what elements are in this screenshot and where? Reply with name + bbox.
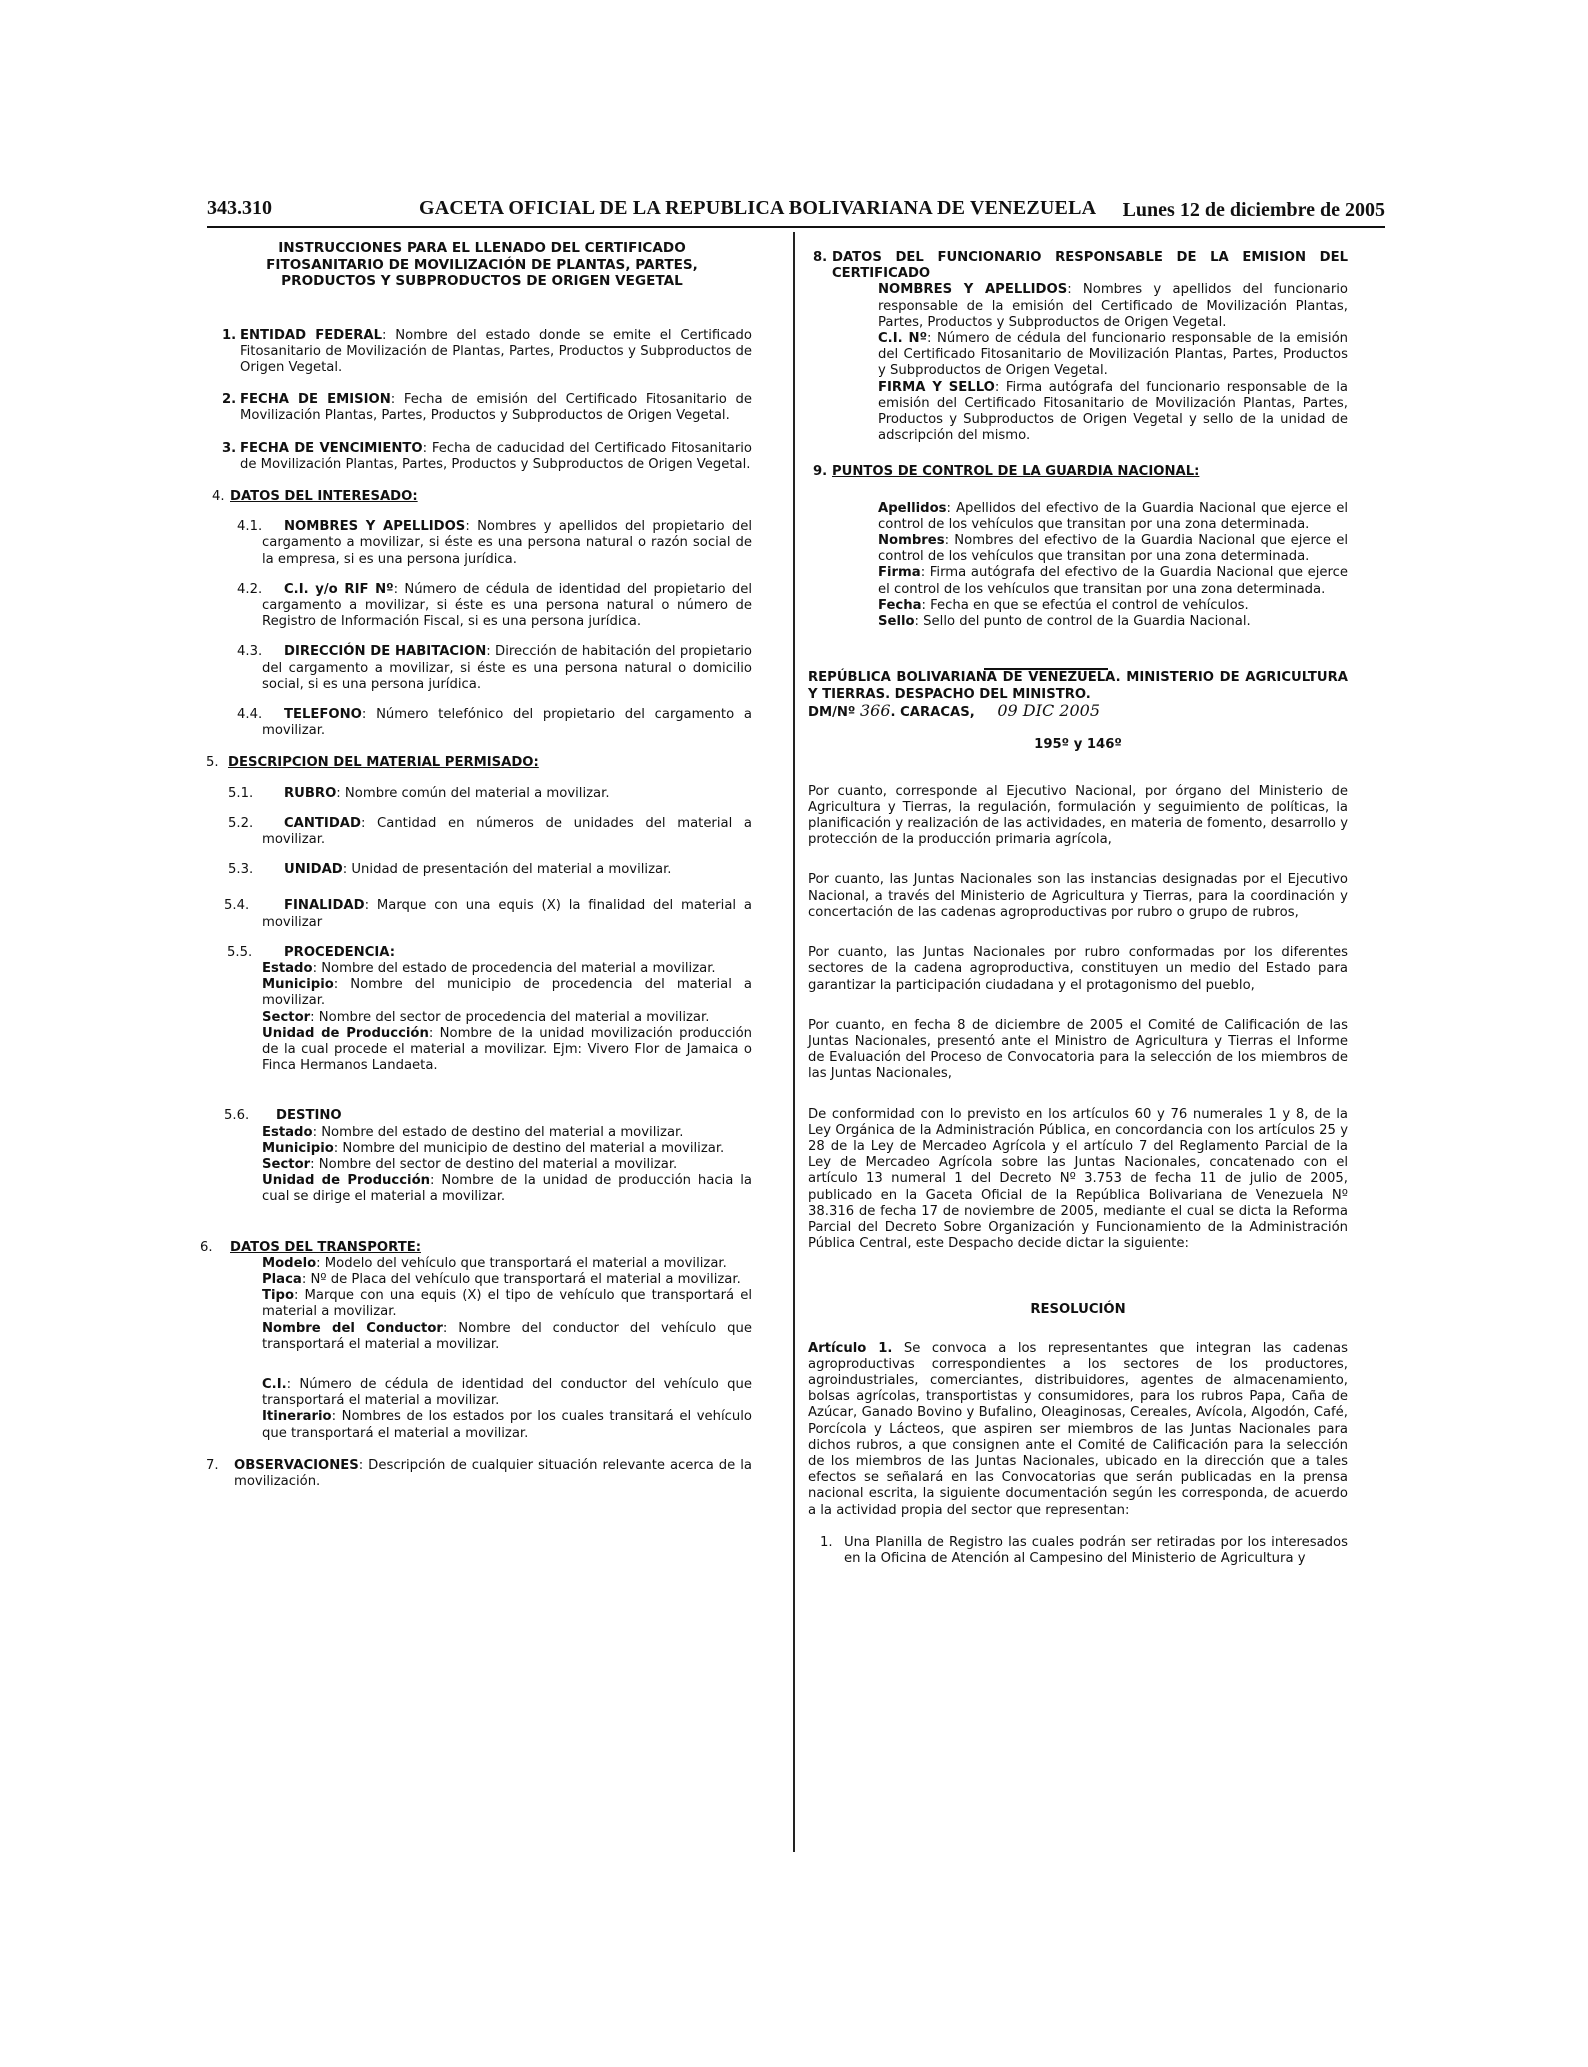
- article-text: Se convoca a los representantes que integran las cadenas agroproductivas correspondientes a los sectores de los productores, agroindustriales, comerciantes, distribuidores, agentes de almacenamiento, bolsas agrícolas, transportistas y consumidores, para los rubros Papa, Caña de Azúcar, Ganado Bovino y Bufalino, Oleaginosas, Cereales, Avícola, Algodón, Café, Porcícola y Lácteos, que aspiren ser miembros de las Juntas Nacionales para dichos rubros, a que consignen ante el Comité de Calificación para la selección de los miembros de las Juntas Nacionales, ubicado en la dirección que a tales efectos se señalará en las Convocatorias que serán publicadas en la prensa nacional escrita, la siguiente documentación según les corresponda, de acuerdo a la actividad propia del sector que representan:: [808, 1340, 1348, 1518]
- field-desc: [212, 1288, 752, 1320]
- field-label: Municipio: [262, 977, 334, 993]
- field-label: Sello: [878, 614, 915, 630]
- field-desc: [212, 1173, 752, 1205]
- section-label: DATOS DEL INTERESADO:: [230, 488, 418, 504]
- resolution-title: RESOLUCIÓN: [1030, 1302, 1126, 1318]
- subitem: [212, 786, 752, 802]
- dm-date: 09 DIC 2005: [997, 701, 1100, 721]
- section-desc: : Descripción de cualquier situación relevante acerca de la movilización.: [234, 1457, 752, 1490]
- section-number: 5.: [206, 755, 219, 771]
- subitem-label: RUBRO: [284, 785, 337, 801]
- subitem-desc: : Nombre común del material a movilizar.: [336, 785, 610, 801]
- instructions-heading: INSTRUCCIONES PARA EL LLENADO DEL CERTIFICADO FITOSANITARIO DE MOVILIZACIÓN DE PLANTAS, PARTES, PRODUCTOS Y SUBPRODUCTOS DE ORIGEN VEGETAL: [266, 240, 698, 289]
- subitem-label: PROCEDENCIA:: [284, 944, 396, 960]
- item-number: 3.: [222, 440, 237, 456]
- field-label: Placa: [262, 1272, 302, 1288]
- section-8: [808, 250, 1348, 282]
- subitem-label: CANTIDAD: [284, 815, 361, 831]
- section-number: 8.: [813, 250, 828, 265]
- resolution-years: 195º y 146º: [1034, 737, 1122, 753]
- subitem-text: [262, 786, 752, 802]
- subitem-number: 4.2.: [237, 581, 263, 597]
- field-desc: [212, 1321, 752, 1353]
- section-number: 9.: [813, 464, 828, 480]
- list-number: 1.: [820, 1534, 833, 1550]
- subitem-text: [262, 582, 752, 631]
- section-number: 4.: [212, 488, 225, 504]
- whereas-paragraph: Por cuanto, en fecha 8 de diciembre de 2005 el Comité de Calificación de las Juntas Nacionales, presentó ante el Ministro de Agricultura y Tierras el Informe de Evaluación del Proceso de Convocatoria para la selección de los miembros de las Juntas Nacionales,: [808, 1017, 1348, 1082]
- subitem-number: 5.4.: [224, 898, 250, 914]
- field-desc: [212, 1125, 752, 1141]
- item-number: 1.: [222, 327, 237, 343]
- subitem-number: 4.1.: [237, 519, 263, 535]
- field-label: Unidad de Producción: [262, 1173, 431, 1189]
- subitem-label: NOMBRES Y APELLIDOS: [284, 519, 466, 535]
- field-text: : Nombres del efectivo de la Guardia Nacional que ejerce el control de los vehículos que transitan por una zona determinada.: [878, 533, 1348, 565]
- subitem-text: [262, 898, 752, 930]
- issue-date: Lunes 12 de diciembre de 2005: [1122, 199, 1385, 221]
- field-label: Modelo: [262, 1255, 317, 1271]
- field-desc: [212, 1141, 752, 1157]
- subitem-label: DESTINO: [276, 1108, 342, 1124]
- page-header: [207, 197, 1385, 227]
- field-text: : Nombres y apellidos del funcionario responsable de la emisión del Certificado de Movilización Plantas, Partes, Productos y Subproductos de Origen Vegetal.: [878, 282, 1348, 330]
- field-desc: [808, 282, 1348, 331]
- subitem-procedencia: [212, 945, 752, 961]
- field-text: : Nombre del municipio de destino del material a movilizar.: [333, 1140, 725, 1156]
- item-desc: : Fecha de caducidad del Certificado Fitosanitario de Movilización Plantas, Partes, Productos y Subproductos de Origen Vegetal.: [240, 440, 752, 472]
- field-label: C.I.: [262, 1377, 287, 1393]
- subitem-desc: : Cantidad en números de unidades del material a movilizar.: [262, 815, 752, 847]
- field-text: : Nº de Placa del vehículo que transportará el material a movilizar.: [301, 1272, 741, 1288]
- field-desc: [212, 1377, 752, 1409]
- page-number: 343.310: [207, 197, 272, 219]
- section-label: DESCRIPCION DEL MATERIAL PERMISADO:: [228, 755, 539, 771]
- subitem-desc: : Marque con una equis (X) la finalidad del material a movilizar: [262, 898, 752, 930]
- subitem: [212, 862, 752, 878]
- field-label: Firma: [878, 565, 921, 581]
- section-label: PUNTOS DE CONTROL DE LA GUARDIA NACIONAL:: [832, 464, 1200, 480]
- section-9: [808, 464, 1348, 480]
- field-text: : Nombre de la unidad de producción hacia la cual se dirige el material a movilizar.: [262, 1173, 752, 1205]
- section-5: [206, 755, 752, 771]
- field-text: : Nombre del conductor del vehículo que transportará el material a movilizar.: [262, 1320, 752, 1352]
- subitem-text: [262, 644, 752, 693]
- header-rule: [207, 226, 1385, 228]
- field-text: : Nombre del sector de procedencia del material a movilizar.: [310, 1009, 710, 1025]
- article-label: Artículo 1.: [808, 1340, 893, 1356]
- subitem-text: [262, 707, 752, 739]
- field-text: : Sello del punto de control de la Guardia Nacional.: [914, 614, 1251, 630]
- subitem-text: [262, 816, 752, 848]
- field-desc: [808, 565, 1348, 597]
- subitem-label: C.I. y/o RIF Nº: [284, 581, 394, 597]
- field-text: : Nombre del municipio de procedencia del material a movilizar.: [262, 977, 752, 1009]
- field-text: : Número de cédula de identidad del conductor del vehículo que transportará el material a movilizar.: [262, 1377, 752, 1409]
- field-desc: [212, 1256, 752, 1272]
- field-text: : Modelo del vehículo que transportará el material a movilizar.: [316, 1255, 727, 1271]
- field-desc: [212, 1026, 752, 1075]
- field-desc: [212, 1409, 752, 1441]
- list-item: [808, 1535, 1348, 1567]
- field-label: Fecha: [878, 597, 922, 613]
- subitem-label: DIRECCIÓN DE HABITACION: [284, 644, 487, 660]
- field-text: : Nombre del estado de procedencia del material a movilizar.: [312, 960, 716, 976]
- field-desc: [212, 1010, 752, 1026]
- field-label: Tipo: [262, 1288, 295, 1304]
- instruction-item: [212, 441, 752, 473]
- item-label: FECHA DE VENCIMIENTO: [240, 440, 423, 456]
- field-text: : Nombre de la unidad movilización producción de la cual procede el material a movilizar. Ejm: Vivero Flor de Jamaica o Finca Hermanos Landaeta.: [262, 1025, 752, 1074]
- field-desc: [212, 961, 752, 977]
- item-text: [240, 328, 752, 377]
- legal-basis-paragraph: De conformidad con lo previsto en los artículos 60 y 76 numerales 1 y 8, de la Ley Orgánica de la Administración Pública, en concordancia con los artículos 25 y 28 de la Ley de Mercadeo Agrícola y el artículo 7 del Reglamento Parcial de la Ley de Mercadeo Agrícola sobre las Juntas Nacionales, concatenado con el artículo 13 numeral 1 del Decreto Nº 3.753 de fecha 11 de julio de 2005, publicado en la Gaceta Oficial de la República Bolivariana de Venezuela Nº 38.316 de fecha 17 de noviembre de 2005, mediante el cual se dicta la Reforma Parcial del Decreto Sobre Organización y Funcionamiento de la Administración Pública Central, este Despacho decide dictar la siguiente:: [808, 1106, 1348, 1252]
- subitem-text: [262, 862, 752, 878]
- field-text: : Apellidos del efectivo de la Guardia Nacional que ejerce el control de los vehículos que transitan por una zona determinada.: [878, 500, 1348, 532]
- subitem: [212, 644, 752, 693]
- subitem-desc: : Dirección de habitación del propietario del cargamento a movilizar, si éste es una persona natural o domicilio social, si es una persona jurídica.: [262, 644, 752, 692]
- field-label: Estado: [262, 960, 313, 976]
- section-number: 6.: [200, 1239, 213, 1255]
- item-text: [240, 441, 752, 473]
- dm-number-line: [808, 703, 1348, 721]
- subitem-desc: : Número de cédula de identidad del propietario del cargamento a movilizar, si éste es una persona natural o número de Registro de Información Fiscal, si es una persona jurídica.: [262, 581, 752, 630]
- field-desc: [212, 977, 752, 1009]
- gazette-title: GACETA OFICIAL DE LA REPUBLICA BOLIVARIANA DE VENEZUELA: [419, 197, 1097, 219]
- field-label: Estado: [262, 1124, 313, 1140]
- instruction-item: [212, 392, 752, 424]
- whereas-paragraph: Por cuanto, las Juntas Nacionales son las instancias designadas por el Ejecutivo Nacional, a través del Ministerio de Agricultura y Tierras, para la coordinación y concertación de las cadenas agroproductivas por rubro o grupo de rubros,: [808, 872, 1348, 920]
- field-label: Nombres: [878, 533, 945, 549]
- field-label: FIRMA Y SELLO: [878, 379, 995, 395]
- item-label: ENTIDAD FEDERAL: [240, 327, 383, 343]
- field-desc: [808, 598, 1348, 614]
- field-desc: [808, 533, 1348, 565]
- subitem-label: TELEFONO: [284, 706, 362, 722]
- subitem-number: 5.5.: [227, 944, 253, 960]
- column-divider: [793, 232, 795, 1852]
- left-column: [200, 240, 753, 1490]
- subitem-label: UNIDAD: [284, 862, 343, 878]
- field-label: Municipio: [262, 1140, 334, 1156]
- field-label: Sector: [262, 1157, 311, 1173]
- subitem-desc: : Unidad de presentación del material a movilizar.: [342, 862, 672, 878]
- section-number: 7.: [206, 1457, 219, 1473]
- field-label: NOMBRES Y APELLIDOS: [878, 282, 1068, 298]
- field-desc: [808, 501, 1348, 533]
- field-label: Apellidos: [878, 500, 947, 516]
- item-number: 2.: [222, 392, 237, 408]
- subitem-label: FINALIDAD: [284, 898, 365, 914]
- field-text: : Número de cédula del funcionario responsable de la emisión del Certificado Fitosanitario de Movilización Plantas, Partes, Productos y Subproductos de Origen Vegetal.: [878, 331, 1348, 379]
- item-desc: : Nombre del estado donde se emite el Certificado Fitosanitario de Movilización de Plantas, Partes, Productos y Subproductos de Origen Vegetal.: [240, 327, 753, 375]
- subitem: [212, 816, 752, 848]
- section-label: DATOS DEL TRANSPORTE:: [230, 1239, 421, 1255]
- section-7: [206, 1457, 752, 1490]
- section-label: OBSERVACIONES: [234, 1457, 359, 1473]
- whereas-paragraph: Por cuanto, las Juntas Nacionales por rubro conformadas por los diferentes sectores de la cadena agroproductiva, constituyen un medio del Estado para garantizar la participación ciudadana y el protagonismo del pueblo,: [808, 945, 1348, 993]
- field-label: Unidad de Producción: [262, 1025, 429, 1041]
- field-text: : Fecha en que se efectúa el control de vehículos.: [921, 597, 1249, 613]
- subitem: [212, 519, 752, 568]
- field-desc: [212, 1272, 752, 1288]
- resolution-heading: REPÚBLICA BOLIVARIANA DE VENEZUELA. MINISTERIO DE AGRICULTURA Y TIERRAS. DESPACHO DEL MINISTRO.: [808, 670, 1348, 702]
- item-label: FECHA DE EMISION: [240, 392, 391, 408]
- dm-number: 366: [859, 701, 891, 721]
- section-6: [200, 1239, 752, 1256]
- item-desc: : Fecha de emisión del Certificado Fitosanitario de Movilización Plantas, Partes, Productos y Subproductos de Origen Vegetal.: [240, 392, 753, 424]
- right-column: [808, 250, 1348, 1567]
- subitem-number: 5.2.: [228, 815, 254, 831]
- dm-prefix: DM/Nº: [808, 705, 856, 721]
- instruction-item: [212, 328, 752, 377]
- subitem-number: 5.6.: [224, 1108, 250, 1124]
- field-desc: [808, 614, 1348, 630]
- section-4: [212, 489, 752, 505]
- subitem-number: 5.1.: [228, 785, 254, 801]
- subitem: [212, 707, 752, 739]
- field-text: : Nombres de los estados por los cuales transitará el vehículo que transportará el material a movilizar.: [262, 1409, 752, 1441]
- article-1: [808, 1341, 1348, 1519]
- whereas-paragraph: Por cuanto, corresponde al Ejecutivo Nacional, por órgano del Ministerio de Agricultura y Tierras, la regulación, formulación y seguimiento de políticas, la planificación y realización de las actividades, en materia de fomento, desarrollo y protección de la producción primaria agrícola,: [808, 783, 1348, 848]
- subitem-number: 4.4.: [237, 706, 263, 722]
- field-text: : Nombre del estado de destino del material a movilizar.: [312, 1124, 684, 1140]
- subitem-number: 5.3.: [228, 862, 254, 878]
- field-label: C.I. Nº: [878, 331, 928, 347]
- subitem-text: [262, 519, 752, 568]
- field-label: Itinerario: [262, 1409, 332, 1425]
- section-label: DATOS DEL FUNCIONARIO RESPONSABLE DE LA EMISION DEL CERTIFICADO: [832, 250, 1348, 282]
- field-label: Nombre del Conductor: [262, 1320, 443, 1336]
- field-text: : Firma autógrafa del funcionario responsable de la emisión del Certificado Fitosanitario de Movilización Plantas, Partes, Productos y Subproductos de Origen Vegetal y sello de la unidad de adscripción del mismo.: [878, 379, 1348, 444]
- field-text: : Marque con una equis (X) el tipo de vehículo que transportará el material a movilizar.: [262, 1288, 752, 1320]
- dm-city: . CARACAS,: [890, 705, 975, 721]
- field-text: : Firma autógrafa del efectivo de la Guardia Nacional que ejerce el control de los vehículos que transitan por una zona determinada.: [878, 565, 1348, 597]
- subitem: [212, 898, 752, 930]
- subitem-number: 4.3.: [237, 644, 263, 660]
- subitem-desc: : Nombres y apellidos del propietario del cargamento a movilizar, si éste es una persona natural o razón social de la empresa, si es una persona jurídica.: [262, 519, 752, 567]
- subitem-destino: [212, 1108, 752, 1124]
- subitem: [212, 582, 752, 631]
- subitem-desc: : Número telefónico del propietario del cargamento a movilizar.: [262, 706, 752, 739]
- list-text: Una Planilla de Registro las cuales podrán ser retiradas por los interesados en la Oficina de Atención al Campesino del Ministerio de Agricultura y: [844, 1534, 1348, 1566]
- field-desc: [212, 1157, 752, 1173]
- field-desc: [808, 331, 1348, 380]
- section-text: [234, 1458, 752, 1490]
- field-label: Sector: [262, 1009, 311, 1025]
- field-text: : Nombre del sector de destino del material a movilizar.: [310, 1157, 678, 1173]
- item-text: [240, 392, 752, 424]
- field-desc: [808, 380, 1348, 445]
